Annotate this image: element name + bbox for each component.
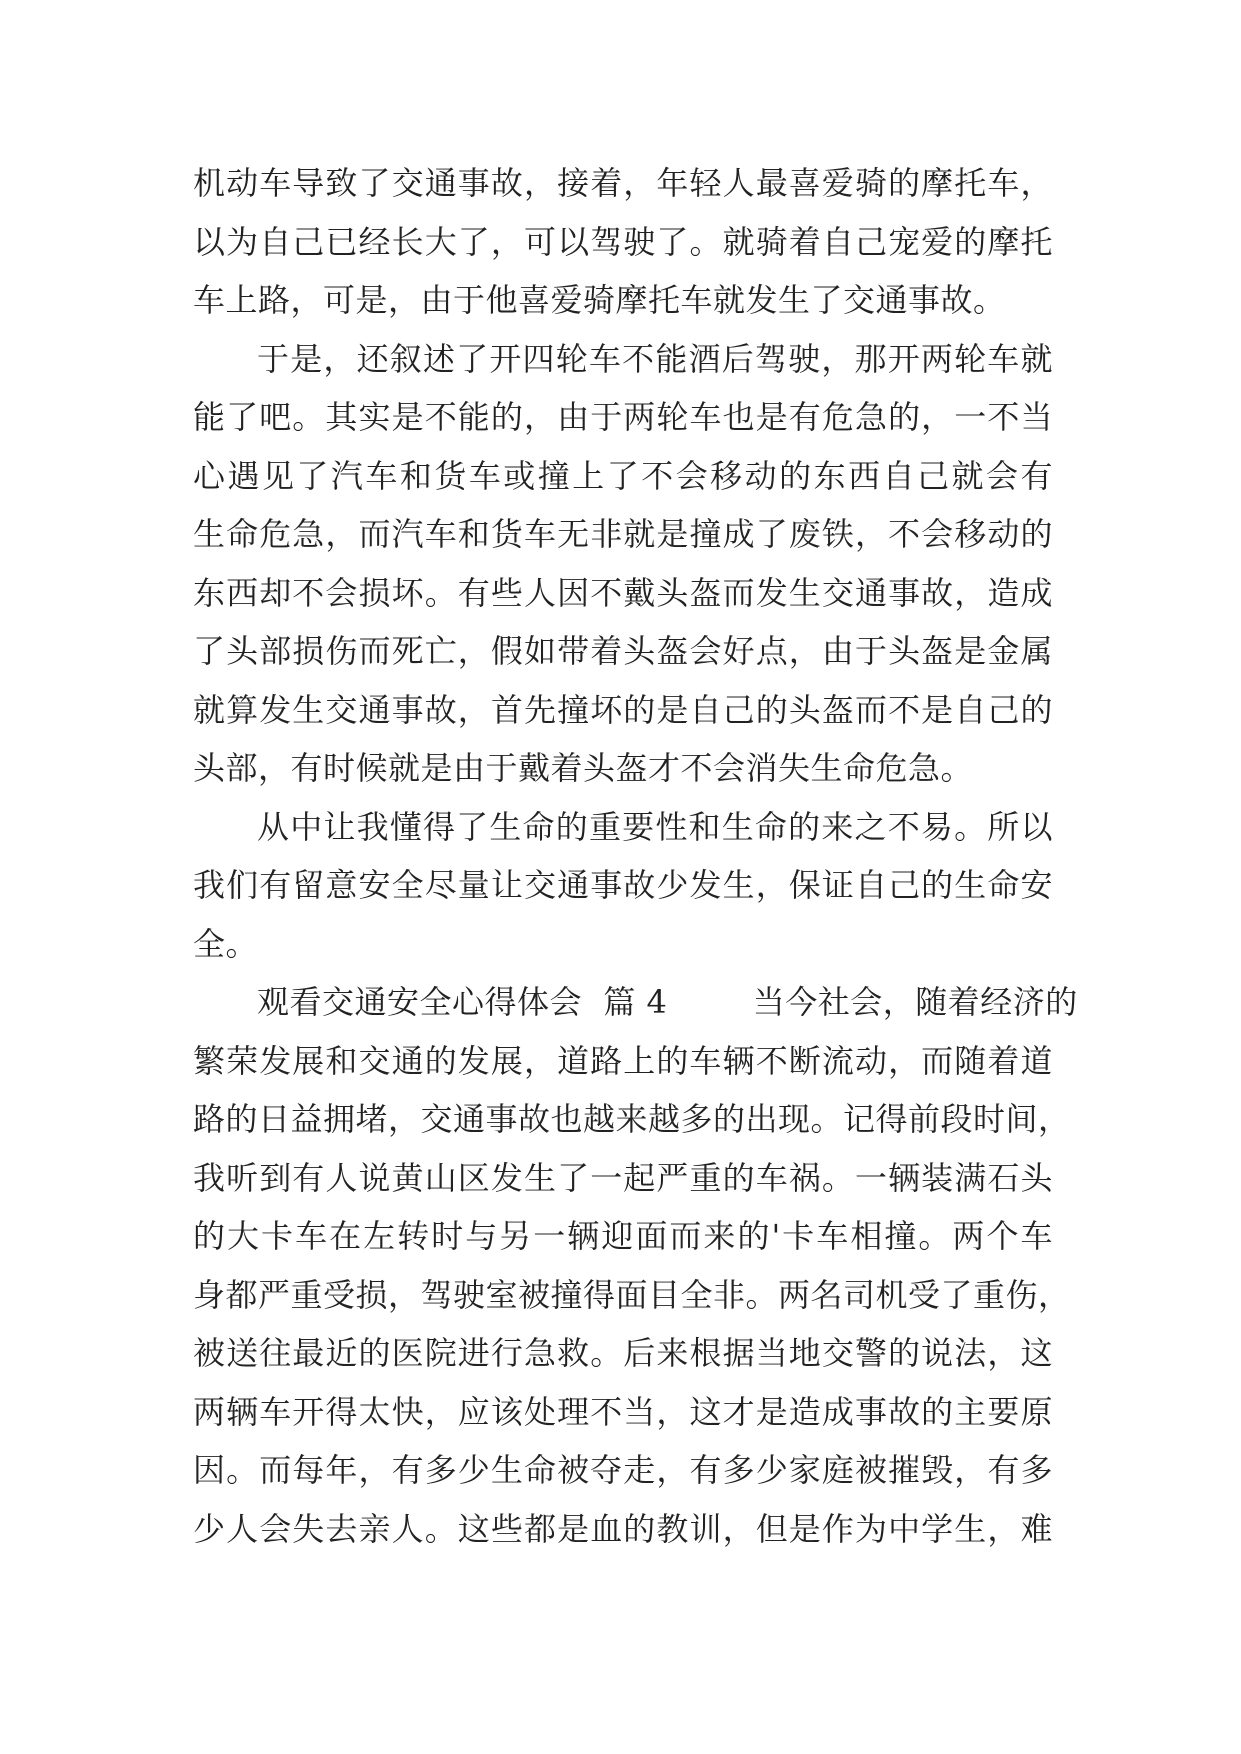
- text-line: 因。而每年，有多少生命被夺走，有多少家庭被摧毁，有多: [193, 1451, 1053, 1489]
- text-line: 我们有留意安全尽量让交通事故少发生，保证自己的生命安: [193, 866, 1053, 904]
- text-line: 车上路，可是，由于他喜爱骑摩托车就发生了交通事故。: [193, 281, 1006, 319]
- text-line: 东西却不会损坏。有些人因不戴头盔而发生交通事故，造成: [193, 573, 1053, 612]
- text-line: 少人会失去亲人。这些都是血的教训，但是作为中学生，难: [193, 1509, 1053, 1548]
- text-line: 就算发生交通事故，首先撞坏的是自己的头盔而不是自己的: [193, 690, 1053, 729]
- text-line: 机动车导致了交通事故，接着，年轻人最喜爱骑的摩托车，: [193, 164, 1053, 202]
- section-heading-line: 观看交通安全心得体会 篇 4 当今社会，随着经济的: [257, 983, 1078, 1021]
- document-body: [193, 154, 1078, 1558]
- paragraph-start-line: 从中让我懂得了生命的重要性和生命的来之不易。所以: [257, 807, 1053, 846]
- text-line: 的大卡车在左转时与另一辆迎面而来的'卡车相撞。两个车: [193, 1217, 1053, 1255]
- text-line: 被送往最近的医院进行急救。后来根据当地交警的说法，这: [193, 1334, 1053, 1372]
- text-line: 全。: [193, 924, 259, 963]
- text-line: 能了吧。其实是不能的，由于两轮车也是有危急的，一不当: [193, 398, 1053, 436]
- text-line: 以为自己已经长大了，可以驾驶了。就骑着自己宠爱的摩托: [193, 222, 1053, 261]
- text-line: 繁荣发展和交通的发展，道路上的车辆不断流动，而随着道: [193, 1041, 1053, 1080]
- text-line: 生命危急，而汽车和货车无非就是撞成了废铁，不会移动的: [193, 515, 1053, 553]
- text-line: 路的日益拥堵，交通事故也越来越多的出现。记得前段时间，: [193, 1100, 1071, 1138]
- text-line: 两辆车开得太快，应该处理不当，这才是造成事故的主要原: [193, 1392, 1053, 1431]
- text-line: 头部，有时候就是由于戴着头盔才不会消失生命危急。: [193, 749, 974, 787]
- text-line: 我听到有人说黄山区发生了一起严重的车祸。一辆装满石头: [193, 1158, 1053, 1197]
- text-line: 身都严重受损，驾驶室被撞得面目全非。两名司机受了重伤，: [193, 1275, 1071, 1314]
- text-line: 心遇见了汽车和货车或撞上了不会移动的东西自己就会有: [193, 456, 1053, 495]
- text-line: 了头部损伤而死亡，假如带着头盔会好点，由于头盔是金属: [193, 632, 1053, 670]
- paragraph-start-line: 于是，还叙述了开四轮车不能酒后驾驶，那开两轮车就: [257, 339, 1053, 378]
